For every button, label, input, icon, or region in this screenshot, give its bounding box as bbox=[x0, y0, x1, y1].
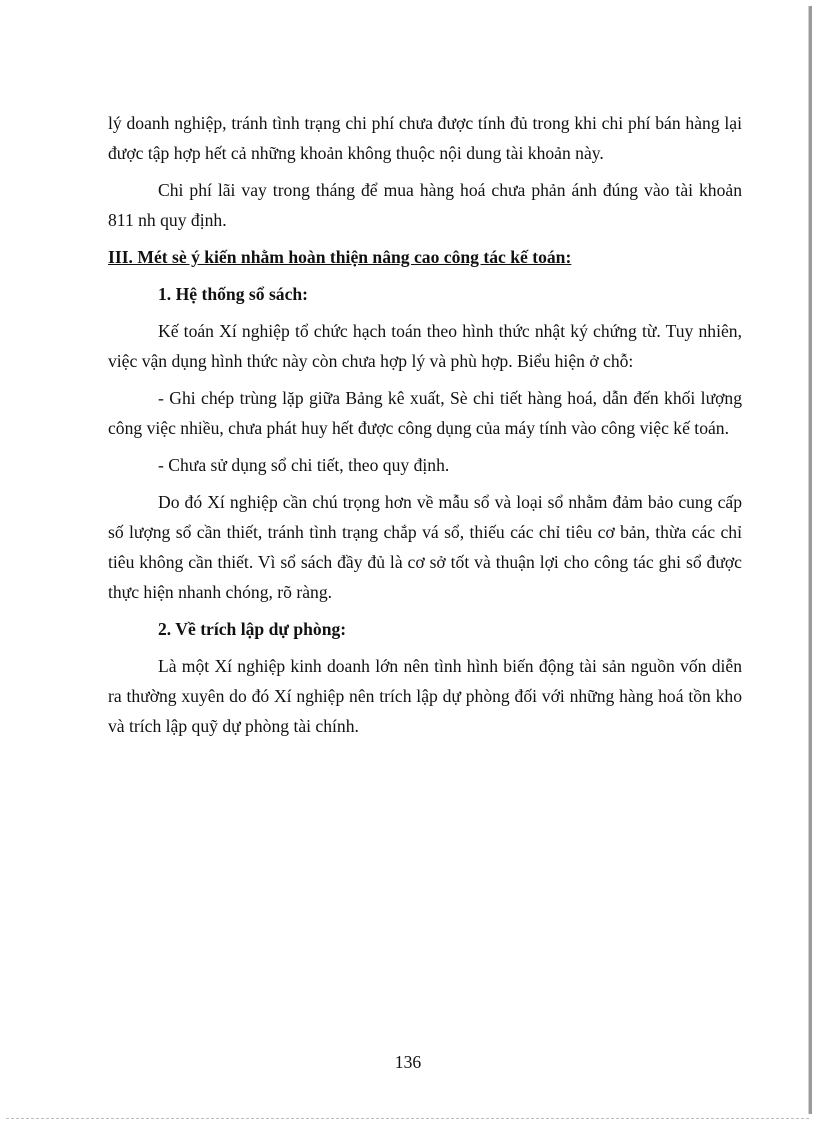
paragraph-recommendation-books: Do đó Xí nghiệp cần chú trọng hơn về mẫu sổ và loại sổ nhằm đảm bảo cung cấp số lượng sổ cần thiết, tránh tình trạng chắp vá sổ, thiếu các chỉ tiêu cơ bản, thừa các chỉ tiêu không cần thiết. Vì sổ sách đầy đủ là cơ sở tốt và thuận lợi cho công tác ghi sổ được thực hiện nhanh chóng, rõ ràng. bbox=[108, 492, 742, 602]
paragraph-bullet-duplicate-records: - Ghi chép trùng lặp giữa Bảng kê xuất, Sè chi tiết hàng hoá, dẫn đến khối lượng công việc nhiều, chưa phát huy hết được công dụng của máy tính vào công việc kế toán. bbox=[108, 388, 742, 438]
section-heading: III. Mét sè ý kiến nhằm hoàn thiện nâng cao công tác kế toán: bbox=[108, 247, 572, 267]
page-number: 136 bbox=[394, 1052, 422, 1072]
paragraph-accounting-form: Kế toán Xí nghiệp tổ chức hạch toán theo hình thức nhật ký chứng từ. Tuy nhiên, việc vận dụng hình thức này còn chưa hợp lý và phù hợp. Biểu hiện ở chỗ: bbox=[108, 321, 742, 371]
subsection-heading-2: 2. Về trích lập dự phòng: bbox=[158, 619, 347, 639]
subsection-heading-1: 1. Hệ thống sổ sách: bbox=[158, 284, 309, 304]
paragraph-continuation: lý doanh nghiệp, tránh tình trạng chi phí chưa được tính đủ trong khi chi phí bán hàng lại được tập hợp hết cả những khoản không thuộc nội dung tài khoản này. bbox=[108, 113, 742, 163]
page-frame-right-edge bbox=[808, 6, 812, 1114]
paragraph-interest-expense: Chi phí lãi vay trong tháng để mua hàng hoá chưa phản ánh đúng vào tài khoản 811 nh quy định. bbox=[108, 180, 742, 230]
document-body bbox=[108, 108, 742, 748]
page-frame-bottom-edge bbox=[6, 1118, 809, 1119]
paragraph-bullet-detail-books: - Chưa sử dụng sổ chi tiết, theo quy định. bbox=[158, 455, 450, 475]
paragraph-provisions: Là một Xí nghiệp kinh doanh lớn nên tình hình biến động tài sản nguồn vốn diễn ra thường xuyên do đó Xí nghiệp nên trích lập dự phòng đối với những hàng hoá tồn kho và trích lập quỹ dự phòng tài chính. bbox=[108, 656, 742, 736]
